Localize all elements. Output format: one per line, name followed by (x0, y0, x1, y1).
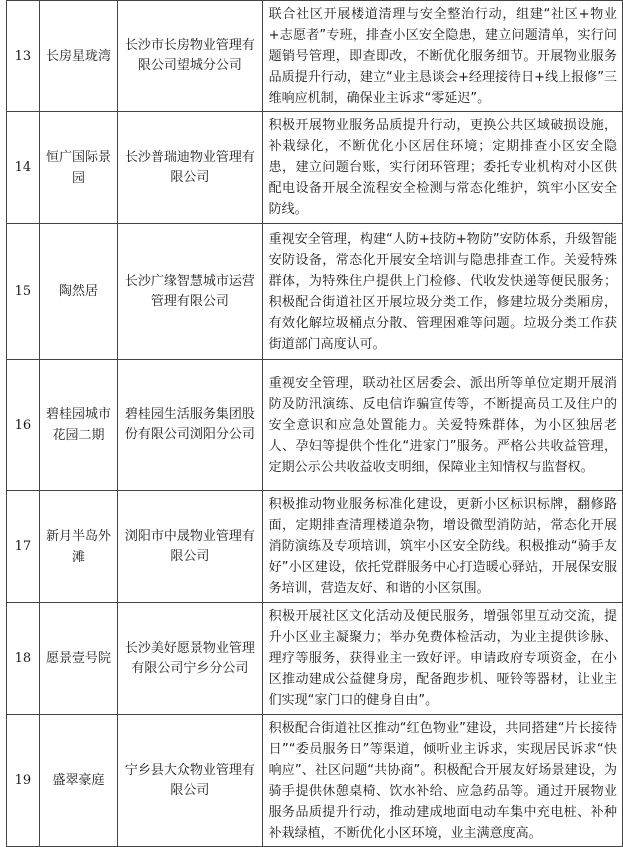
company-name: 碧桂园生活服务集团股份有限公司浏阳分公司 (118, 360, 263, 491)
description: 积极推动物业服务标准化建设，更新小区标识标牌，翻修路面，定期排查清理楼道杂物，增设微型消防站，常态化开展消防演练及专项培训，筑牢小区安全防线。积极推动“骑手友好”小区建设，依托党群服务中心打造暖心驿站，开展保安服务培训，营造友好、和谐的小区氛围。 (262, 491, 622, 603)
description: 联合社区开展楼道清理与安全整治行动，组建“社区+物业+志愿者”专班，排查小区安全隐患，建立问题清单，实行问题销号管理，即查即改，不断优化服务细节。开展物业服务品质提升行动，建立“业主恳谈会+经理接待日+线上报修”三维响应机制，确保业主诉求“零延迟”。 (262, 1, 622, 112)
company-name: 长沙广缘智慧城市运营管理有限公司 (118, 224, 263, 360)
table-row (7, 360, 623, 491)
project-name: 愿景壹号院 (39, 603, 117, 715)
description: 积极开展社区文化活动及便民服务，增强邻里互动交流，提升小区业主凝聚力；举办免费体检活动，为业主提供诊脉、理疗等服务，获得业主一致好评。申请政府专项资金，在小区推动建成公益健身房，配备跑步机、哑铃等器材，让业主们实现“家门口的健身自由”。 (262, 603, 622, 715)
company-name: 长沙普瑞迪物业管理有限公司 (118, 112, 263, 224)
property-list-table (6, 0, 623, 847)
row-number: 17 (7, 491, 40, 603)
company-name: 长沙市长房物业管理有限公司望城分公司 (118, 1, 263, 112)
description: 积极开展物业服务品质提升行动，更换公共区域破损设施，补栽绿化，不断优化小区居住环境；定期排查小区安全隐患，建立问题台账，实行闭环管理；委托专业机构对小区供配电设备开展全流程安全检测与常态化维护，筑牢小区安全防线。 (262, 112, 622, 224)
project-name: 陶然居 (39, 224, 117, 360)
table-row (7, 1, 623, 112)
row-number: 19 (7, 715, 40, 847)
project-name: 恒广国际景园 (39, 112, 117, 224)
row-number: 13 (7, 1, 40, 112)
project-name: 碧桂园城市花园二期 (39, 360, 117, 491)
project-name: 新月半岛外滩 (39, 491, 117, 603)
description: 积极配合街道社区推动“红色物业”建设，共同搭建“片长接待日”“委员服务日”等渠道，倾听业主诉求，实现居民诉求“快响应”、社区问题“共协商”。积极配合开展友好场景建设，为骑手提供休憩桌椅、饮水补给、应急药品等。通过开展物业服务品质提升行动，推动建成地面电动车集中充电桩、补种补栽绿植，不断优化小区环境，业主满意度高。 (262, 715, 622, 847)
row-number: 18 (7, 603, 40, 715)
row-number: 14 (7, 112, 40, 224)
description: 重视安全管理，联动社区居委会、派出所等单位定期开展消防及防汛演练、反电信诈骗宣传等，不断提高员工及住户的安全意识和应急处置能力。关爱特殊群体，为小区独居老人、孕妇等提供个性化“进家门”服务。严格公共收益管理，定期公示公共收益收支明细，保障业主知情权与监督权。 (262, 360, 622, 491)
company-name: 宁乡县大众物业管理有限公司 (118, 715, 263, 847)
company-name: 浏阳市中晟物业管理有限公司 (118, 491, 263, 603)
company-name: 长沙美好愿景物业管理有限公司宁乡分公司 (118, 603, 263, 715)
project-name: 盛翠豪庭 (39, 715, 117, 847)
table-row (7, 224, 623, 360)
row-number: 16 (7, 360, 40, 491)
table-row (7, 112, 623, 224)
table-row (7, 491, 623, 603)
table-row (7, 715, 623, 847)
table-row (7, 603, 623, 715)
project-name: 长房星珑湾 (39, 1, 117, 112)
description: 重视安全管理，构建“人防+技防+物防”安防体系，升级智能安防设备，常态化开展安全培训与隐患排查工作。关爱特殊群体，为特殊住户提供上门检修、代收发快递等便民服务；积极配合街道社区开展垃圾分类工作，修建垃圾分类厢房，有效化解垃圾桶点分散、管理困难等问题。垃圾分类工作获街道部门高度认可。 (262, 224, 622, 360)
row-number: 15 (7, 224, 40, 360)
